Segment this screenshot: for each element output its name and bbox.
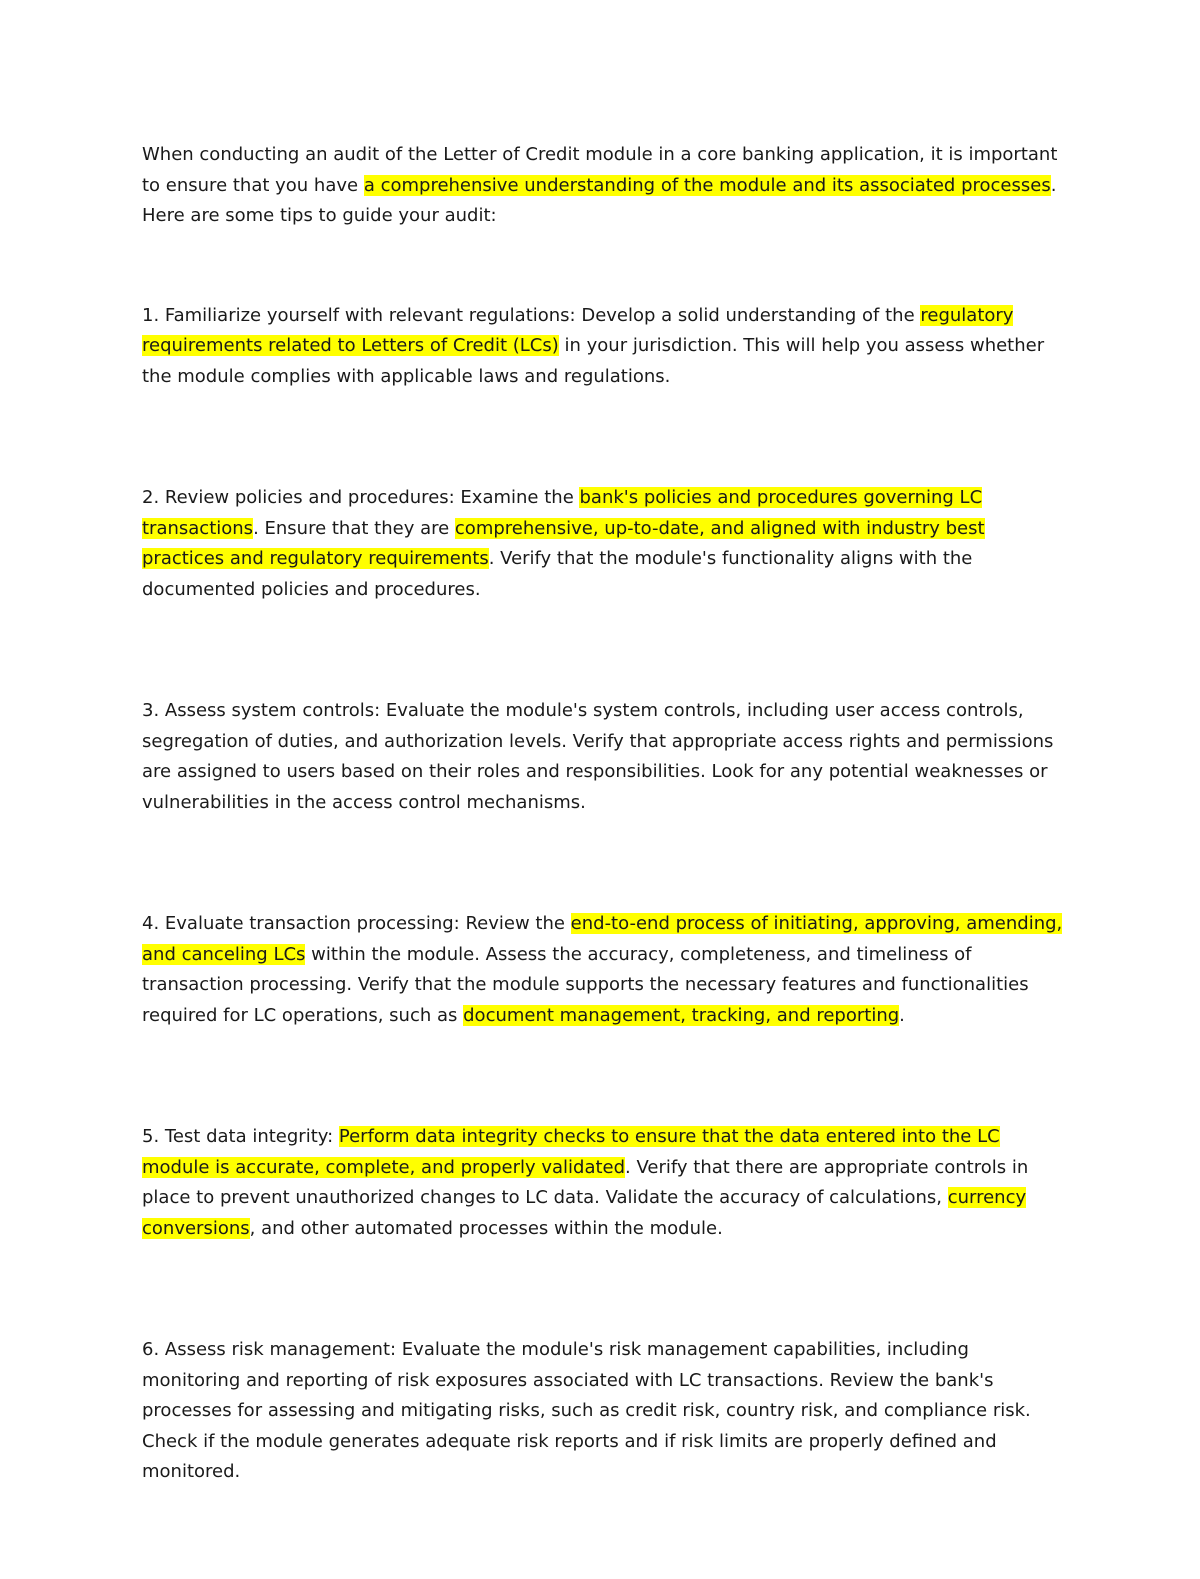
text-segment: , and other automated processes within the module.	[249, 1217, 723, 1239]
text-segment: 1. Familiarize yourself with relevant regulations: Develop a solid understanding of the	[142, 304, 921, 326]
text-segment: . Verify that the module's functionality aligns with the documented policies and procedures.	[142, 548, 973, 600]
text-segment: 4. Evaluate transaction processing: Review the	[142, 913, 571, 934]
document-body	[142, 140, 1072, 1579]
highlighted-text: currency conversions	[142, 1187, 1027, 1239]
text-segment: in your jurisdiction. This will help you assess whether the module complies with applicable laws and regulations.	[142, 335, 1045, 387]
tip-5-paragraph	[142, 1122, 1072, 1244]
intro-paragraph	[142, 140, 1072, 232]
text-segment: .	[899, 1004, 905, 1026]
text-segment: . Here are some tips to guide your audit:	[142, 174, 1057, 226]
highlighted-text: document management, tracking, and reporting	[463, 1004, 900, 1026]
highlighted-text: Perform data integrity checks to ensure that the data entered into the LC module is accurate, complete, and properly validated	[142, 1126, 1000, 1178]
tip-3-paragraph	[142, 696, 1072, 818]
tip-2-paragraph	[142, 483, 1072, 605]
highlighted-text: regulatory requirements related to Letters of Credit (LCs)	[142, 304, 1014, 356]
highlighted-text: comprehensive, up-to-date, and aligned with industry best practices and regulatory requirements	[142, 517, 985, 569]
text-segment: 5. Test data integrity:	[142, 1126, 339, 1147]
text-segment: When conducting an audit of the Letter of Credit module in a core banking application, it is important to ensure that you have	[142, 144, 1058, 196]
highlighted-text: bank's policies and procedures governing LC transactions	[142, 487, 983, 539]
tip-1-paragraph	[142, 301, 1072, 393]
text-segment: 3. Assess system controls: Evaluate the module's system controls, including user access controls, segregation of duties, and authorization levels. Verify that appropriate access rights and permissions are assigned to users based on their roles and responsibilities. Look for any potential weaknesses or vulnerabilities in the access control mechanisms.	[142, 700, 1054, 813]
highlighted-text: end-to-end process of initiating, approving, amending, and canceling LCs	[142, 913, 1063, 965]
tip-4-paragraph	[142, 909, 1072, 1031]
tip-6-paragraph	[142, 1335, 1072, 1488]
text-segment: within the module. Assess the accuracy, completeness, and timeliness of transaction processing. Verify that the module supports the necessary features and functionalities required for LC operations, such as	[142, 943, 1029, 1026]
text-segment: . Verify that there are appropriate controls in place to prevent unauthorized changes to LC data. Validate the accuracy of calculations,	[142, 1156, 1029, 1208]
text-segment: 6. Assess risk management: Evaluate the module's risk management capabilities, including monitoring and reporting of risk exposures associated with LC transactions. Review the bank's processes for assessing and mitigating risks, such as credit risk, country risk, and compliance risk. Check if the module generates adequate risk reports and if risk limits are properly defined and monitored.	[142, 1339, 1031, 1482]
highlighted-text: a comprehensive understanding of the module and its associated processes	[363, 174, 1051, 196]
text-segment: . Ensure that they are	[253, 517, 455, 539]
text-segment: 2. Review policies and procedures: Examine the	[142, 487, 580, 508]
